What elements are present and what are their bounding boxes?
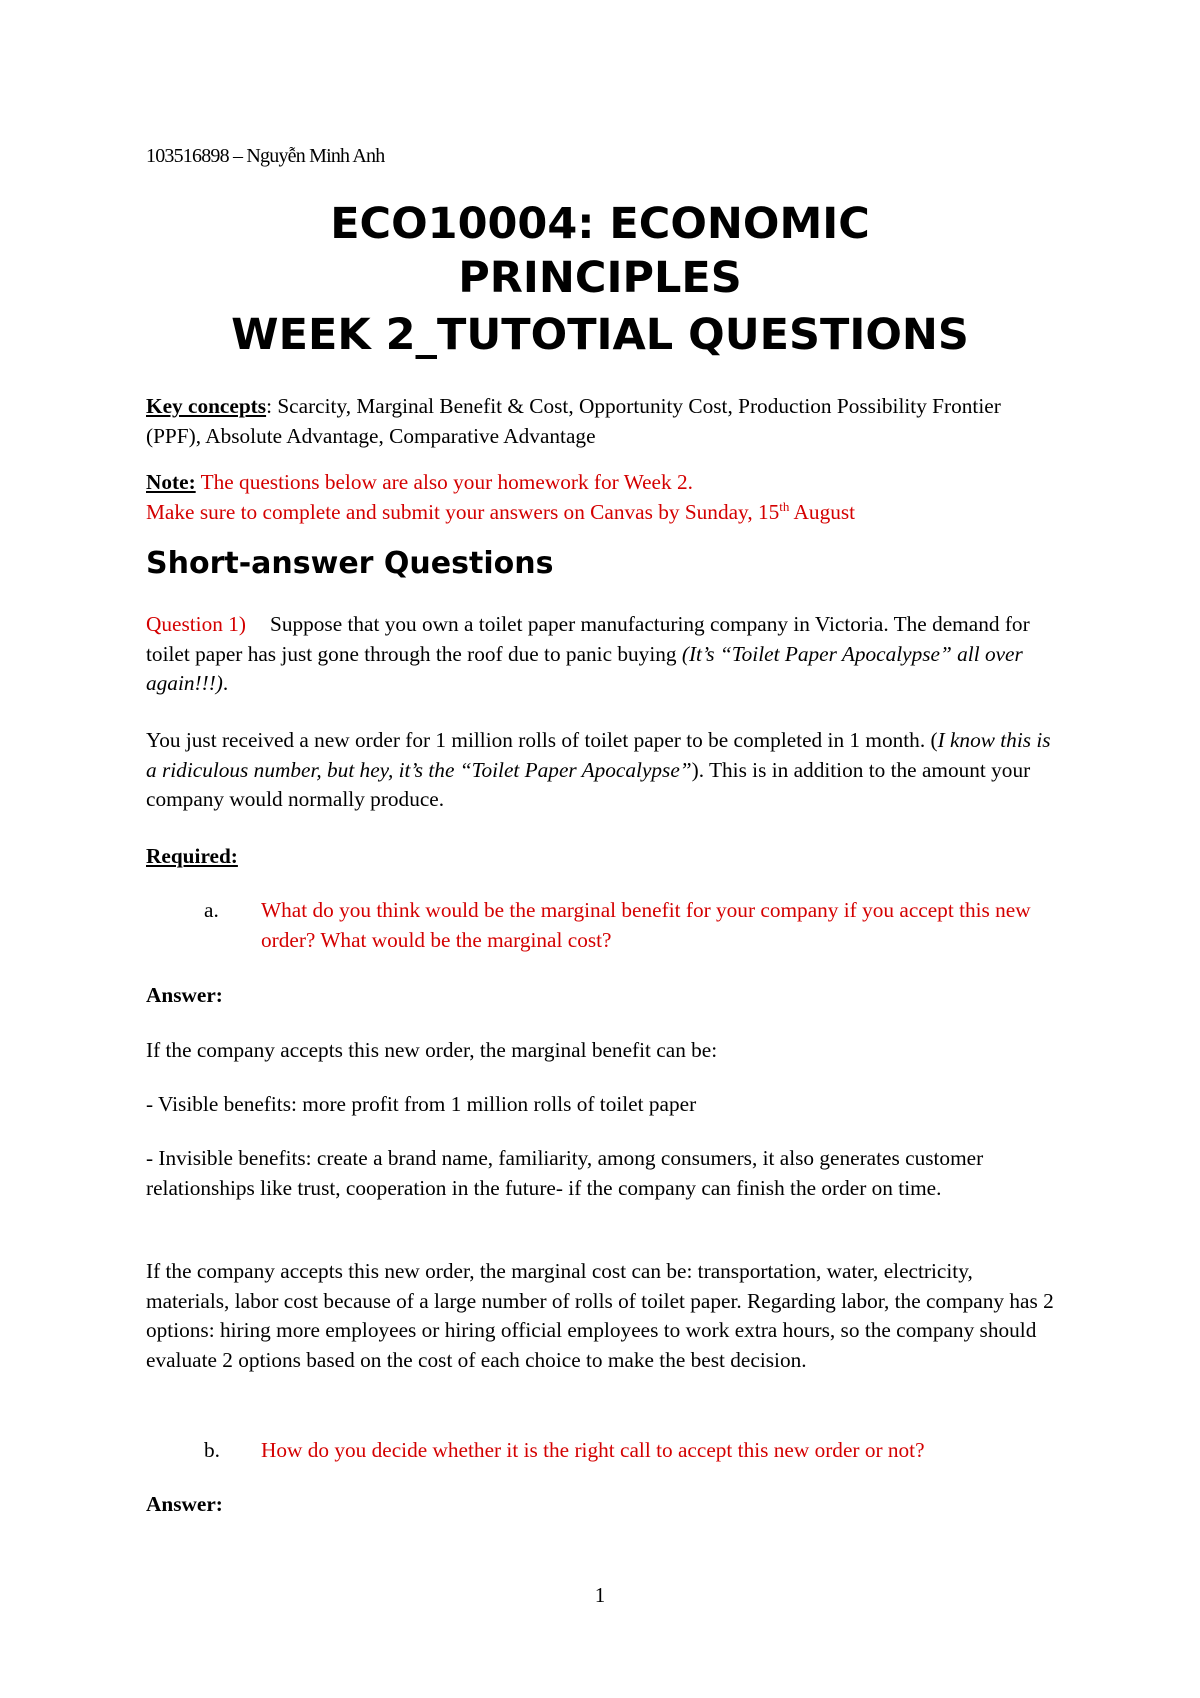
answer-a-paragraph-1: If the company accepts this new order, the marginal benefit can be: <box>146 1038 718 1062</box>
title-line-2: PRINCIPLES <box>458 253 742 303</box>
question-1-text: Suppose that you own a toilet paper manufacturing company in Victoria. The demand for toilet paper has just gone through the roof due to panic buying <box>146 612 1030 666</box>
new-order-italic: I know this is a ridiculous number, but hey, it’s the “Toilet Paper Apocalypse” <box>146 728 1051 782</box>
required-label: Required: <box>146 844 238 868</box>
question-1-italic: (It’s “Toilet Paper Apocalypse” all over again!!!) <box>146 641 1023 695</box>
question-a-text: What do you think would be the marginal benefit for your company if you accept this new order? What would be the marginal cost? <box>261 898 1031 952</box>
title-line-1: ECO10004: ECONOMIC <box>330 199 870 249</box>
answer-label-b: Answer: <box>146 1492 223 1516</box>
question-1-label: Question 1) <box>146 612 246 636</box>
answer-a-paragraph-4: If the company accepts this new order, the marginal cost can be: transportation, water, electricity, materials, labor cost because of a large number of rolls of toilet paper. Regarding labor, the company has 2 options: hiring more employees or hiring official employees to work extra hours, so the company should evaluate 2 options based on the cost of each choice to make the best decision. <box>146 1259 1054 1372</box>
title-line-3: WEEK 2_TUTOTIAL QUESTIONS <box>231 310 969 360</box>
key-concepts-paragraph <box>146 392 1054 451</box>
note-line-2: Make sure to complete and submit your answers on Canvas by Sunday, 15th August <box>146 498 856 524</box>
note-label: Note: <box>146 470 196 494</box>
answer-a-paragraph-2: - Visible benefits: more profit from 1 million rolls of toilet paper <box>146 1092 697 1116</box>
student-id-line: 103516898 – Nguyễn Minh Anh <box>146 145 385 167</box>
answer-a-paragraph-3: - Invisible benefits: create a brand name, familiarity, among consumers, it also generates customer relationships like trust, cooperation in the future- if the company can finish the order on time. <box>146 1146 984 1200</box>
question-1-paragraph: Question 1) Suppose that you own a toilet paper manufacturing company in Victoria. The demand for toilet paper has just gone through the roof due to panic buying (It’s “Toilet Paper Apocalypse” all over again!!!). <box>146 612 1030 695</box>
document-title <box>146 196 1054 363</box>
answer-label-a: Answer: <box>146 983 223 1007</box>
note-paragraph <box>146 468 1054 527</box>
question-b-text: How do you decide whether it is the right call to accept this new order or not? <box>261 1438 925 1462</box>
new-order-paragraph: You just received a new order for 1 million rolls of toilet paper to be completed in 1 month. (I know this is a ridiculous number, but hey, it’s the “Toilet Paper Apocalypse”). This is in addition to the amount your company would normally produce. <box>146 728 1051 811</box>
list-marker-b: b. <box>204 1438 220 1462</box>
list-marker-a: a. <box>204 898 219 922</box>
page-number: 1 <box>594 1583 606 1607</box>
note-line-1: The questions below are also your homework for Week 2. <box>195 470 693 494</box>
section-heading: Short-answer Questions <box>146 546 554 581</box>
key-concepts-text: : Scarcity, Marginal Benefit & Cost, Opportunity Cost, Production Possibility Frontier (PPF), Absolute Advantage, Comparative Advantage <box>146 394 1001 448</box>
key-concepts-label: Key concepts <box>146 394 267 418</box>
